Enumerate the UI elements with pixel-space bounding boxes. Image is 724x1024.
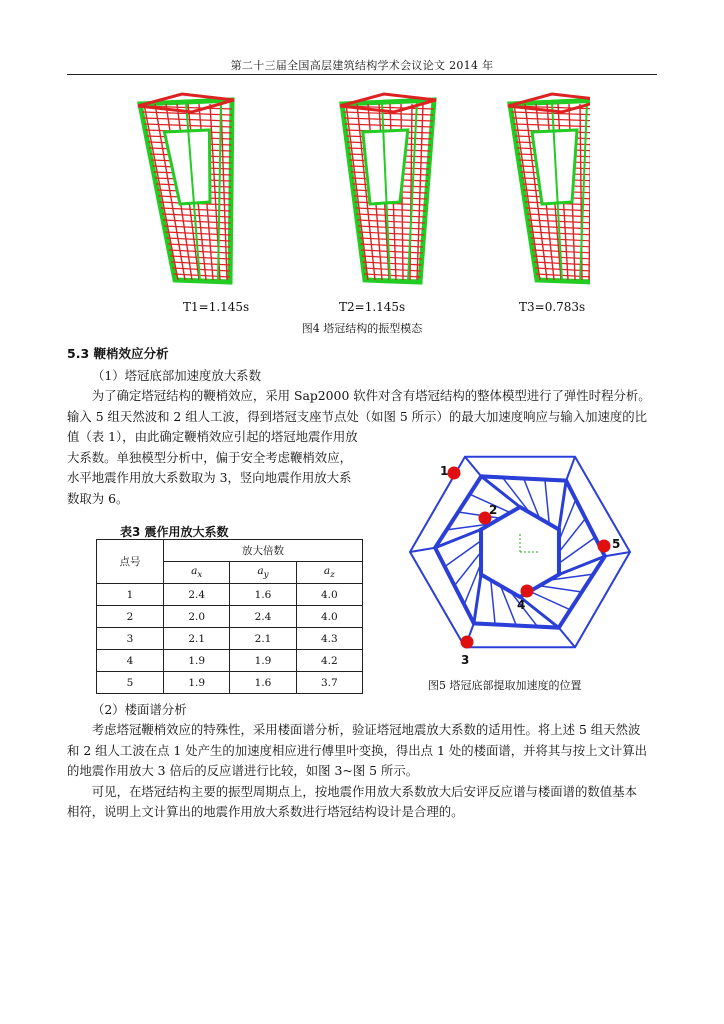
header-rule bbox=[67, 74, 657, 75]
tower-mode-2 bbox=[340, 94, 436, 282]
paragraph2 bbox=[67, 720, 662, 823]
point-label-3: 3 bbox=[461, 653, 470, 667]
figure4-caption: 图4 塔冠结构的振型模态 bbox=[301, 322, 423, 335]
subsection1-title: （1）塔冠底部加速度放大系数 bbox=[92, 368, 261, 383]
table3-title: 表3 震作用放大系数 bbox=[120, 525, 229, 539]
secondary-member bbox=[559, 537, 595, 563]
figure5-caption: 图5 塔冠底部提取加速度的位置 bbox=[428, 679, 582, 692]
running-header: 第二十三届全国高层建筑结构学术会议论文 2014 年 bbox=[230, 59, 494, 72]
table-row: 1 2.4 1.6 4.0 bbox=[97, 584, 363, 606]
secondary-member bbox=[491, 580, 495, 624]
secondary-member bbox=[539, 586, 581, 592]
para2-line: 考虑塔冠鞭梢效应的特殊性，采用楼面谱分析，验证塔冠地震放大系数的适用性。将上述 5 组天然波 bbox=[91, 722, 641, 737]
section-title: 5.3 鞭梢效应分析 bbox=[67, 346, 169, 361]
para1-line: 数取为 6。 bbox=[67, 490, 129, 506]
figure5-drawing bbox=[395, 440, 645, 670]
figure5-plan bbox=[395, 440, 645, 670]
table-subheader: $a_x$ bbox=[164, 562, 230, 584]
corner-member bbox=[410, 548, 435, 552]
paragraph1-narrow bbox=[67, 427, 367, 509]
para2-line: 和 2 组人工波在点 1 处产生的加速度相应进行傅里叶变换，得出点 1 处的楼面谱，并将其与按上文计算出 bbox=[67, 742, 648, 758]
para2-line: 的地震作用放大 3 倍后的反应谱进行比较，如图 3~图 5 所示。 bbox=[67, 763, 419, 778]
table-subheader: $a_z$ bbox=[296, 562, 362, 584]
tower-mode-1 bbox=[138, 94, 234, 282]
table-row: 5 1.9 1.6 3.7 bbox=[97, 672, 363, 694]
mode-label-t2: T2=1.145s bbox=[339, 300, 406, 314]
point-label-1: 1 bbox=[440, 464, 449, 478]
figure4-mode-shapes bbox=[130, 92, 590, 292]
table-header-point: 点号 bbox=[97, 540, 164, 584]
radial-member bbox=[559, 481, 566, 530]
radial-member bbox=[474, 575, 481, 624]
table3 bbox=[96, 539, 363, 694]
point-1-marker bbox=[448, 467, 461, 480]
table-row: 4 1.9 1.9 4.2 bbox=[97, 650, 363, 672]
secondary-member bbox=[545, 480, 549, 524]
para1-line: 水平地震作用放大系数取为 3，竖向地震作用放大系 bbox=[67, 470, 352, 485]
para1-line: 为了确定塔冠结构的鞭梢效应，采用 Sap2000 软件对含有塔冠结构的整体模型进行了弹性时程分析。 bbox=[91, 388, 651, 403]
point-3-marker bbox=[461, 636, 474, 649]
point-5-marker bbox=[598, 540, 611, 553]
point-label-5: 5 bbox=[612, 537, 621, 551]
table-header-group: 放大倍数 bbox=[164, 540, 363, 562]
para3-line: 相符，说明上文计算出的地震作用放大系数进行塔冠结构设计是合理的。 bbox=[67, 804, 464, 819]
figure4-images bbox=[130, 92, 590, 292]
para1-line: 大系数。单独模型分析中，偏于安全考虑鞭梢效应， bbox=[67, 449, 352, 465]
point-label-2: 2 bbox=[489, 503, 498, 517]
para3-line: 可见，在塔冠结构主要的振型周期点上，按地震作用放大系数放大后安评反应谱与楼面谱的数值基本 bbox=[91, 783, 637, 799]
secondary-member bbox=[530, 591, 571, 609]
point-4-marker bbox=[521, 585, 534, 598]
secondary-member bbox=[445, 541, 481, 567]
table-subheader: $a_y$ bbox=[230, 562, 296, 584]
mode-label-t3: T3=0.783s bbox=[519, 300, 586, 314]
para1-line: 输入 5 组天然波和 2 组人工波，得到塔冠支座节点处（如图 5 所示）的最大加速度响应与输入加速度的比 bbox=[67, 408, 648, 424]
table-row: 3 2.1 2.1 4.3 bbox=[97, 628, 363, 650]
corner-member bbox=[465, 457, 481, 477]
table-row: 2 2.0 2.4 4.0 bbox=[97, 606, 363, 628]
para1-line: 值（表 1），由此确定鞭梢效应引起的塔冠地震作用放 bbox=[67, 429, 358, 444]
tower-mode-3 bbox=[508, 94, 590, 282]
corner-member bbox=[605, 552, 630, 556]
corner-member bbox=[559, 628, 575, 648]
point-label-4: 4 bbox=[517, 598, 526, 612]
mode-label-t1: T1=1.145s bbox=[183, 300, 250, 314]
paragraph1-full bbox=[67, 386, 662, 427]
subsection2-title: （2）楼面谱分析 bbox=[92, 702, 187, 717]
corner-member bbox=[566, 457, 575, 481]
